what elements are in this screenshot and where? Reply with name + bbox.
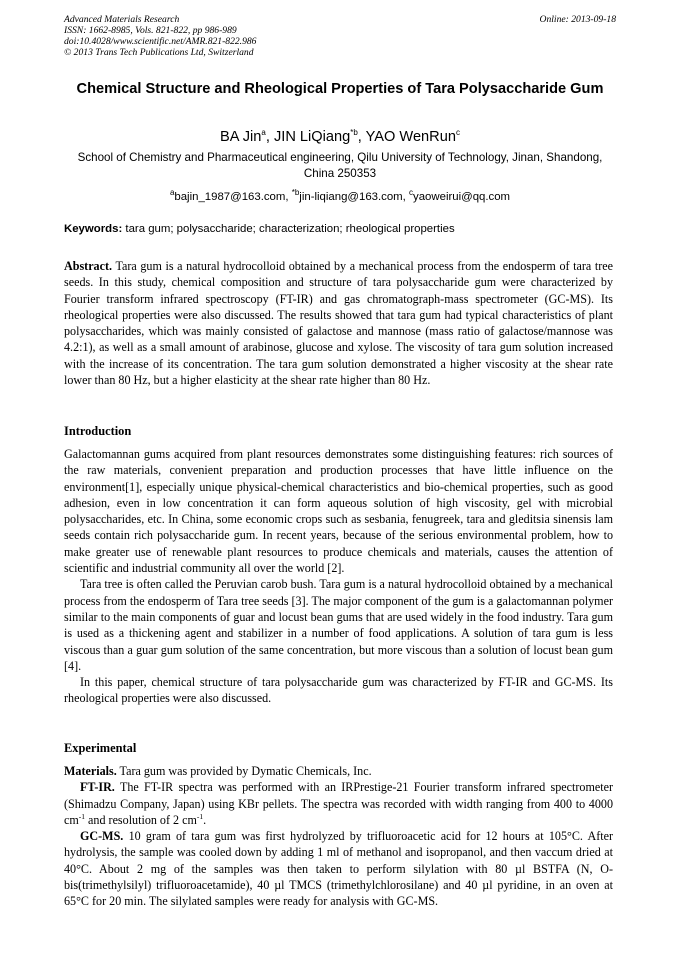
email-sup: c (409, 188, 414, 197)
author-sup: *b (350, 128, 358, 137)
author-separator: , (357, 128, 366, 145)
author-sup: c (455, 128, 460, 137)
author-name: YAO WenRun (365, 128, 456, 145)
author-name: JIN LiQiang (273, 128, 351, 145)
gcms-paragraph (64, 828, 613, 909)
introduction-body (64, 446, 613, 707)
abstract-text: Tara gum is a natural hydrocolloid obtained by a mechanical process from the endosperm of tara tree seeds. In this study, chemical composition and structure of tara polysaccharide gum were characterized by Fourier transform infrared spectroscopy (FT-IR) and gas chromatograph-mass spectrometer (GC-MS). Its rheological properties were also discussed. The results showed that tara gum had typical characteristics of plant polysaccharides, which was mainly consisted of galactose and mannose (mass ratio of galactose/mannose was 4.2:1), as well as a small amount of arabinose, glucose and xylose. The viscosity of tara gum solution increased with the increase of its concentration. The tara gum solution demonstrated a higher viscosity at the shear rate lower than 80 Hz, but a higher elasticity at the shear rate higher than 80 Hz. (64, 259, 613, 388)
affiliation: School of Chemistry and Pharmaceutical engineering, Qilu University of Technology, Jinan, Shandong, China 250353 (77, 151, 603, 180)
experimental-body (64, 763, 613, 910)
abstract-label: Abstract. (64, 259, 113, 273)
abstract (64, 258, 613, 388)
experimental-heading: Experimental (64, 741, 137, 755)
ftir-text-b: and resolution of 2 cm (85, 812, 197, 827)
doi-line: doi:10.4028/www.scientific.net/AMR.821-822.986 (64, 36, 257, 47)
issn-line: ISSN: 1662-8985, Vols. 821-822, pp 986-989 (64, 25, 237, 36)
email-sup: *b (291, 188, 300, 197)
email-separator: , (285, 190, 292, 203)
keywords (64, 222, 616, 237)
email-separator: , (402, 190, 410, 203)
author-separator: , (265, 128, 274, 145)
ftir-unit-sup: -1 (78, 811, 86, 821)
email-address[interactable]: yaoweirui@qq.com (413, 190, 511, 203)
materials-text: Tara gum was provided by Dymatic Chemicals, Inc. (119, 764, 372, 778)
ftir-text-c: . (203, 812, 207, 827)
intro-paragraph-1: Galactomannan gums acquired from plant resources demonstrates some distinguishing features: rich sources of the raw materials, convenient preparation and production processes that have little influence on the environment[1], especially unique physical-chemical characteristics and bio-chemical properties, such as good adhesion, even in low concentration it can form aqueous solution of high viscosity, gel with microbial polysaccharides, etc. In China, some economic crops such as sesbania, fenugreek, tara and gleditsia sinensis lam seeds contain rich polysaccharide gum. In recent years, because of the serious environmental problem, how to make greater use of renewable plant resources to produce chemicals and materials, causes the attention of scientific and industrial community all over the world [2]. (64, 447, 613, 576)
ftir-label: FT-IR. (80, 780, 115, 795)
journal-header (64, 14, 616, 58)
gcms-text: 10 gram of tara gum was first hydrolyzed by trifluoroacetic acid for 12 hours at 105°C. After hydrolysis, the sample was cooled down by adding 1 ml of methanol and isopropanol, and then vaccum dried at 40°C. About 2 mg of the samples was then taken to perform silylation with 80 µl BSTFA (N, O-bis(trimethylsilyl) trifluoroacetamide), 40 µl TMCS (trimethylchlorosilane) and 40 µl pyridine, in an oven at 65°C for 20 min. The silylated samples were ready for analysis with GC-MS. (64, 829, 613, 909)
author-sup: a (261, 128, 266, 137)
paper-title: Chemical Structure and Rheological Properties of Tara Polysaccharide Gum (76, 81, 604, 97)
ftir-text: The FT-IR spectra was performed with an IRPrestige-21 Fourier transform infrared spectrometer (Shimadzu Company, Japan) using KBr pellets. The spectra was recorded with width ranging from 400 to 4000 cm (64, 780, 613, 827)
introduction-heading: Introduction (64, 424, 132, 438)
online-date: Online: 2013-09-18 (539, 14, 616, 25)
author-list (64, 124, 616, 146)
ftir-paragraph (64, 779, 613, 828)
email-sup: a (169, 188, 175, 197)
ftir-unit-sup-2: -1 (196, 811, 204, 821)
intro-paragraph-3: In this paper, chemical structure of tara polysaccharide gum was characterized by FT-IR and GC-MS. Its rheological properties were also discussed. (64, 675, 613, 706)
copyright-line: © 2013 Trans Tech Publications Ltd, Switzerland (64, 47, 254, 58)
keywords-label: Keywords: (64, 223, 123, 235)
email-address[interactable]: bajin_1987@163.com (174, 190, 286, 203)
materials-label: Materials. (64, 764, 117, 778)
author-name: BA Jin (220, 128, 262, 145)
materials-paragraph (64, 763, 613, 779)
intro-paragraph-2: Tara tree is often called the Peruvian carob bush. Tara gum is a natural hydrocolloid obtained by a mechanical process from the endosperm of Tara tree seeds [3]. The major component of the gum is a galactomannan polymer similar to the main components of guar and locust bean gums that are used widely in the food industry. Tara gum is used as a thickening agent and stabilizer in a number of food applications. A solution of tara gum is less viscous than a guar gum solution of the same concentration, but more viscous than a solution of locust bean gum [4]. (64, 577, 613, 673)
keywords-text: tara gum; polysaccharide; characterization; rheological properties (125, 223, 455, 235)
gcms-label: GC-MS. (80, 829, 124, 844)
email-list (64, 185, 616, 205)
journal-name: Advanced Materials Research (64, 14, 180, 25)
email-address[interactable]: jin-liqiang@163.com (299, 190, 403, 203)
